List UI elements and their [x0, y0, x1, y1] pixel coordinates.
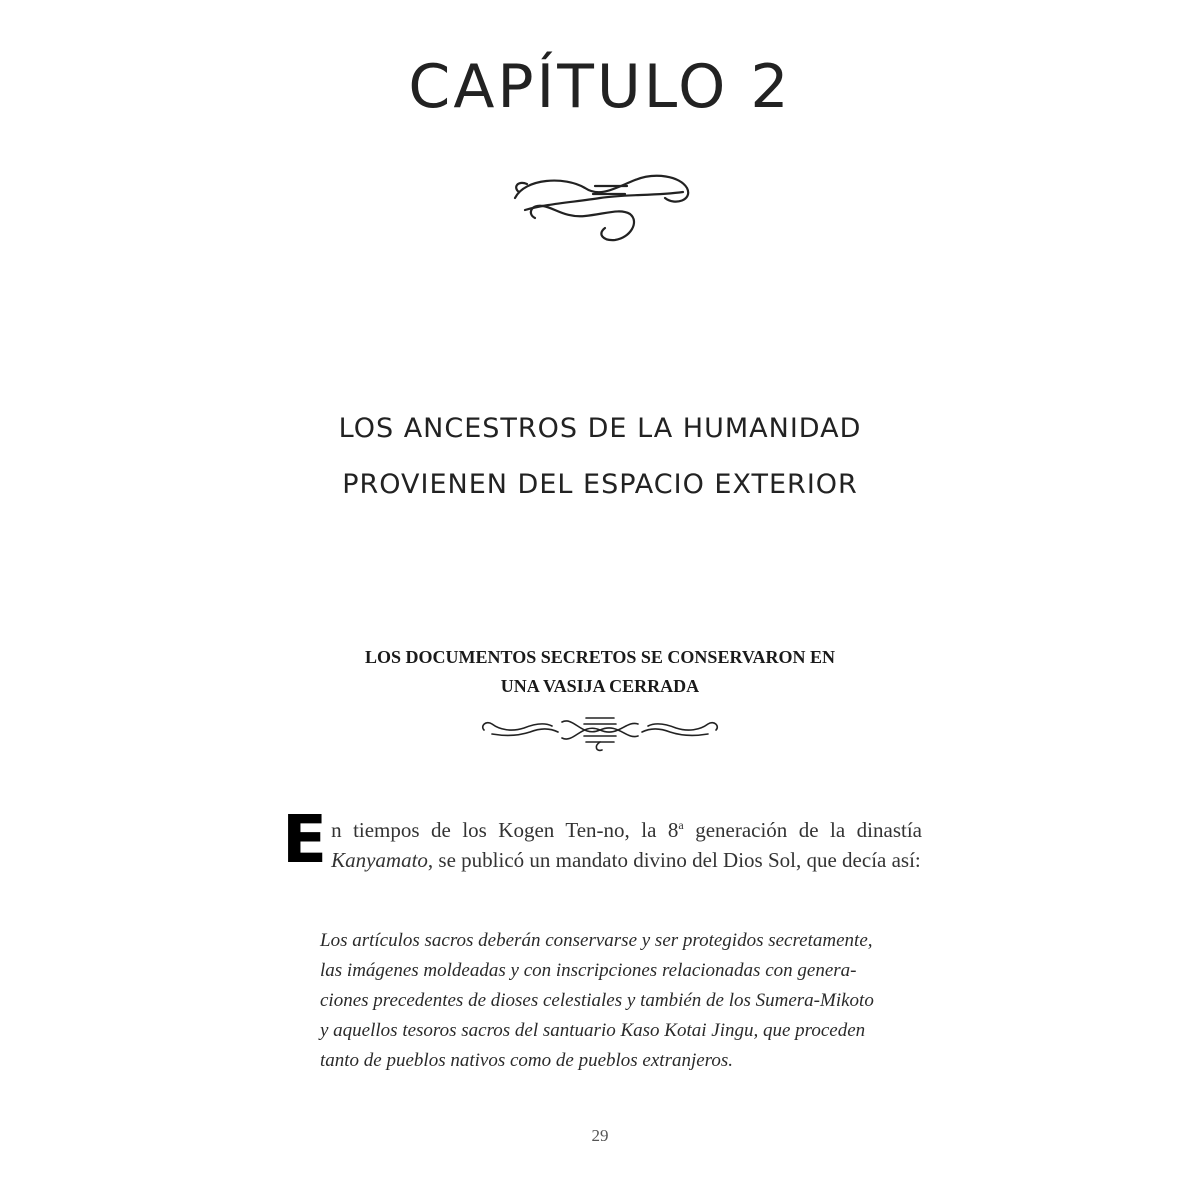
section-title-line1: LOS ANCESTROS DE LA HUMANIDAD [338, 413, 862, 444]
body-paragraph [282, 801, 922, 878]
body-text-part2: generación de la dinastía [683, 818, 922, 842]
quote-line: ciones precedentes de dioses celestiales y también de los Sumera-Mikoto [320, 990, 874, 1011]
chapter-title: CAPÍTULO 2 [408, 52, 792, 122]
subheading-line1: LOS DOCUMENTOS SECRETOS SE CONSERVARON EN [365, 647, 835, 667]
section-title-line2: PROVIENEN DEL ESPACIO EXTERIOR [342, 469, 858, 500]
quote-line: las imágenes moldeadas y con inscripciones relacionadas con genera- [320, 960, 857, 981]
body-text-part3: , se publicó un mandato divino del Dios Sol, que decía así: [427, 848, 921, 872]
page-number: 29 [591, 1126, 609, 1145]
body-italic-name: Kanyamato [331, 848, 428, 872]
quote-line: y aquellos tesoros sacros del santuario Kaso Kotai Jingu, que proceden [320, 1020, 866, 1041]
drop-cap: E [282, 801, 328, 878]
flourish-ornament-icon [505, 158, 695, 248]
knot-divider-ornament-icon [478, 708, 722, 754]
body-superscript: a [678, 818, 684, 832]
quote-block [320, 926, 888, 1076]
quote-line: tanto de pueblos nativos como de pueblos extranjeros. [320, 1050, 734, 1071]
subheading-line2: UNA VASIJA CERRADA [500, 676, 700, 696]
body-text-part1: n tiempos de los Kogen Ten-no, la 8 [331, 818, 679, 842]
quote-line: Los artículos sacros deberán conservarse y ser protegidos secretamente, [320, 930, 873, 951]
